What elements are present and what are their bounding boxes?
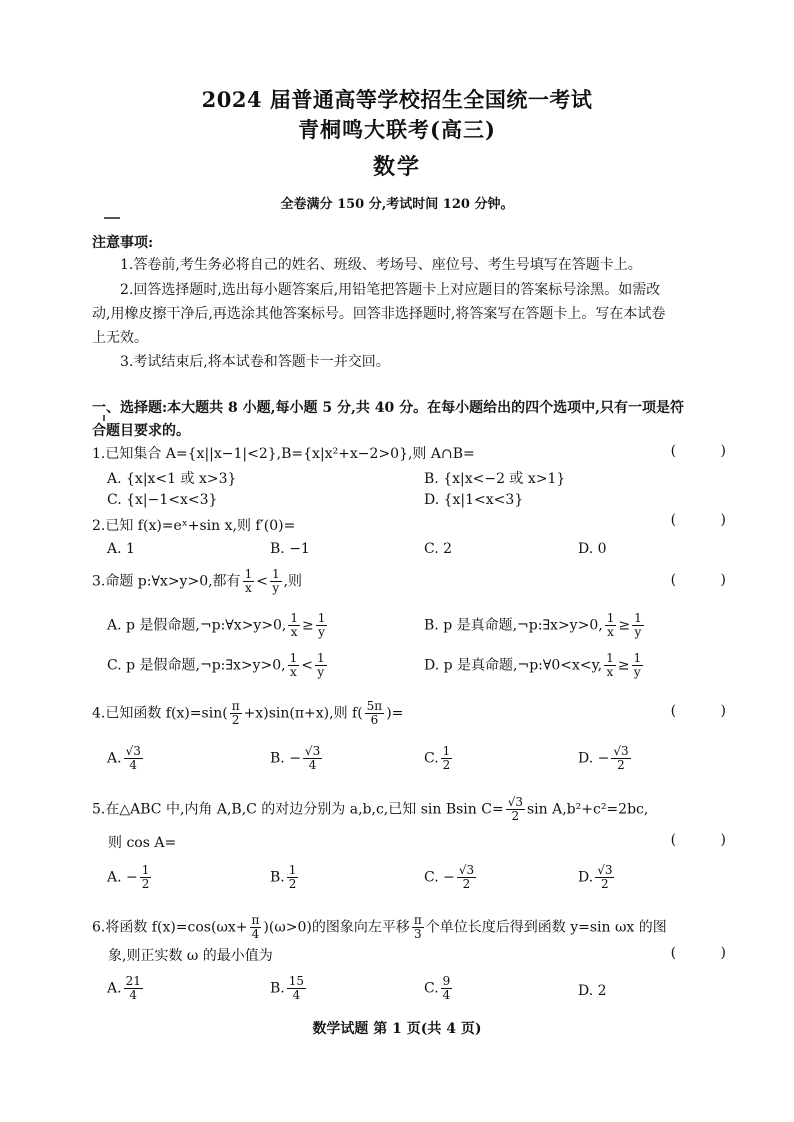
exam-title: 2024 届普通高等学校招生全国统一考试 xyxy=(201,87,593,112)
page-footer: 数学试题 第 1 页(共 4 页) xyxy=(312,1021,482,1037)
q3-option-c: C. p 是假命题,¬p:∃x>y>0, $\frac{1}{x}$ < $\frac{1}{y}$ xyxy=(107,651,325,679)
q3-option-b: B. p 是真命题,¬p:∃x>y>0, $\frac{1}{x}$ ≥ $\frac{1}{y}$ xyxy=(424,611,642,639)
q3-option-a: A. p 是假命题,¬p:∀x>y>0, $\frac{1}{x}$ ≥ $\frac{1}{y}$ xyxy=(107,611,326,639)
q2-option-b: B. −1 xyxy=(270,541,310,557)
q5-option-a: A. − $\frac{1}{2}$ xyxy=(107,863,150,891)
q6-stem: 6.将函数 f(x)=cos(ωx+ $\frac{\pi}{4}$ )(ω>0)的图象向左平移 $\frac{\pi}{3}$ 个单位长度后得到函数 y=sin ωx 的图 xyxy=(92,913,667,941)
q1-option-c: C. {x|−1<x<3} xyxy=(107,492,218,508)
q5-option-c: C. − $\frac{√3}{2}$ xyxy=(424,863,475,891)
q2-option-c: C. 2 xyxy=(424,541,453,557)
q4-option-c: C. $\frac{1}{2}$ xyxy=(424,744,451,772)
q3-option-d: D. p 是真命题,¬p:∀0<x<y, $\frac{1}{x}$ ≥ $\frac{1}{y}$ xyxy=(424,651,642,679)
q3-frac-1y: $\frac{1}{y}$ xyxy=(271,567,280,595)
q1-answer-paren: ( ) xyxy=(670,443,746,459)
notice-item-3: 3.考试结束后,将本试卷和答题卡一并交回。 xyxy=(120,354,390,370)
q6-answer-paren: ( ) xyxy=(670,945,746,961)
exam-info: 全卷满分 150 分,考试时间 120 分钟。 xyxy=(280,197,514,212)
q4-option-d: D. − $\frac{√3}{2}$ xyxy=(578,744,629,772)
q5-option-b: B. $\frac{1}{2}$ xyxy=(270,863,297,891)
q3-frac-1x: $\frac{1}{x}$ xyxy=(244,567,253,595)
subject-title: 数学 xyxy=(372,154,421,180)
notice-item-2-cont: 动,用橡皮擦干净后,再选涂其他答案标号。回答非选择题时,将答案写在答题卡上。写在本试卷 xyxy=(92,306,666,322)
q4-option-a: A. $\frac{√3}{4}$ xyxy=(107,744,141,772)
q6-option-d: D. 2 xyxy=(578,983,607,999)
q1-stem: 1.已知集合 A={x||x−1|<2},B={x|x²+x−2>0},则 A∩B= xyxy=(92,446,475,462)
q4-stem: 4.已知函数 f(x)=sin( $\frac{\pi}{2}$ +x)sin(π+x),则 f( $\frac{5\pi}{6}$ )= xyxy=(92,699,404,727)
q4-answer-paren: ( ) xyxy=(670,703,746,719)
q2-stem: 2.已知 f(x)=eˣ+sin x,则 f′(0)= xyxy=(92,518,296,534)
section-heading-cont: 合题目要求的。 xyxy=(92,423,190,439)
q6-stem-cont: 象,则正实数 ω 的最小值为 xyxy=(108,948,273,964)
q1-option-d: D. {x|1<x<3} xyxy=(424,492,524,508)
q1-option-a: A. {x|x<1 或 x>3} xyxy=(107,471,237,487)
q6-option-c: C. $\frac{9}{4}$ xyxy=(424,974,451,1002)
q1-option-b: B. {x|x<−2 或 x>1} xyxy=(424,471,566,487)
scan-mark xyxy=(104,217,120,219)
section-heading: 一、选择题:本大题共 8 小题,每小题 5 分,共 40 分。在每小题给出的四个选项中,只有一项是符 xyxy=(92,400,684,416)
q2-option-a: A. 1 xyxy=(107,541,135,557)
q3-answer-paren: ( ) xyxy=(670,572,746,588)
q2-option-d: D. 0 xyxy=(578,541,607,557)
q5-answer-paren: ( ) xyxy=(670,832,746,848)
q4-option-b: B. − $\frac{√3}{4}$ xyxy=(270,744,321,772)
q5-stem-cont: 则 cos A= xyxy=(108,835,177,851)
q5-stem: 5.在△ABC 中,内角 A,B,C 的对边分别为 a,b,c,已知 sin Bsin C= $\frac{√3}{2}$ sin A,b²+c²=2bc, xyxy=(92,795,649,823)
notice-item-2: 2.回答选择题时,选出每小题答案后,用铅笔把答题卡上对应题目的答案标号涂黑。如需改 xyxy=(120,282,661,298)
notice-title: 注意事项: xyxy=(92,235,154,251)
exam-subtitle: 青桐鸣大联考(高三) xyxy=(298,117,496,142)
q5-option-d: D. $\frac{√3}{2}$ xyxy=(578,863,613,891)
notice-item-1: 1.答卷前,考生务必将自己的姓名、班级、考场号、座位号、考生号填写在答题卡上。 xyxy=(120,257,642,273)
q6-option-b: B. $\frac{15}{4}$ xyxy=(270,974,305,1002)
q3-stem: 3.命题 p:∀x>y>0,都有 $\frac{1}{x}$ < $\frac{1}{y}$ ,则 xyxy=(92,567,303,595)
q2-answer-paren: ( ) xyxy=(670,512,746,528)
notice-item-2-end: 上无效。 xyxy=(92,330,148,346)
q6-option-a: A. $\frac{21}{4}$ xyxy=(107,974,141,1002)
